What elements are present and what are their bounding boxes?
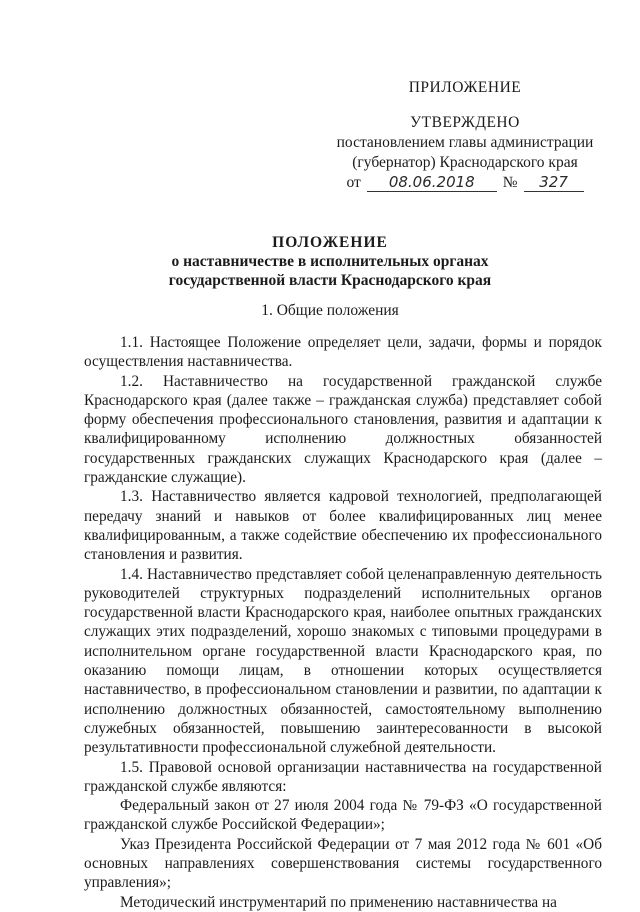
paragraph-1-1: 1.1. Настоящее Положение определяет цели, задачи, формы и порядок осуществления наставничества.	[84, 334, 602, 371]
section-heading: 1. Общие положения	[261, 302, 399, 319]
paragraph-1-5: 1.5. Правовой основой организации наставничества на государственной гражданской службе являются:	[84, 758, 602, 795]
paragraph-methodical-tools: Методический инструментарий по применению наставничества на	[120, 893, 557, 911]
paragraph-president-decree: Указ Президента Российской Федерации от 7 мая 2012 года № 601 «Об основных направлениях совершенствования системы государственного управления»;	[84, 835, 602, 892]
date-prefix: от	[346, 174, 361, 191]
paragraph-1-3: 1.3. Наставничество является кадровой технологией, предполагающей передачу знаний и навыков от более квалифицированных лиц менее квалифицированным, а также содействие обеспечению их профессионального становления и развития.	[84, 488, 602, 564]
handwritten-number: 327	[524, 174, 584, 192]
approval-line-1: постановлением главы администрации	[336, 134, 594, 151]
paragraph-federal-law: Федеральный закон от 27 июля 2004 года № 79-ФЗ «О государственной гражданской службе Российской Федерации»;	[84, 797, 602, 834]
approval-line-2: (губернатор) Краснодарского края	[352, 154, 578, 171]
paragraph-1-4: 1.4. Наставничество представляет собой целенаправленную деятельность руководителей структурных подразделений исполнительных органов государственной власти Краснодарского края, наиболее опытных гражданских служащих этих подразделений, хорошо знакомых с типовыми процедурами в исполнительном органе государственной власти Краснодарского края, по оказанию помощи лицам, в отношении которых осуществляется наставничество, в профессиональном становлении и развитии, по адаптации к исполнению должностных обязанностей, самостоятельному выполнению служебных обязанностей, повышению заинтересованности в высокой результативности профессиональной служебной деятельности.	[84, 565, 602, 757]
handwritten-date: 08.06.2018	[367, 174, 497, 192]
title-line-2: о наставничестве в исполнительных органах	[171, 253, 489, 270]
approval-date-line	[320, 173, 610, 193]
title-heading: ПОЛОЖЕНИЕ	[272, 234, 388, 251]
paragraph-1-2: 1.2. Наставничество на государственной гражданской службе Краснодарского края (далее также – гражданская служба) представляет собой форму обеспечения профессионального становления, развития и адаптации к квалифицированному исполнению должностных обязанностей государственных гражданских служащих Краснодарского края (далее – гражданские служащие).	[84, 372, 602, 487]
document-title	[40, 233, 620, 290]
number-prefix: №	[502, 174, 518, 191]
annex-label: ПРИЛОЖЕНИЕ	[408, 79, 522, 96]
approved-label: УТВЕРЖДЕНО	[410, 114, 520, 131]
title-line-3: государственной власти Краснодарского края	[168, 272, 492, 289]
document-body	[84, 333, 602, 912]
approval-block	[320, 78, 610, 193]
